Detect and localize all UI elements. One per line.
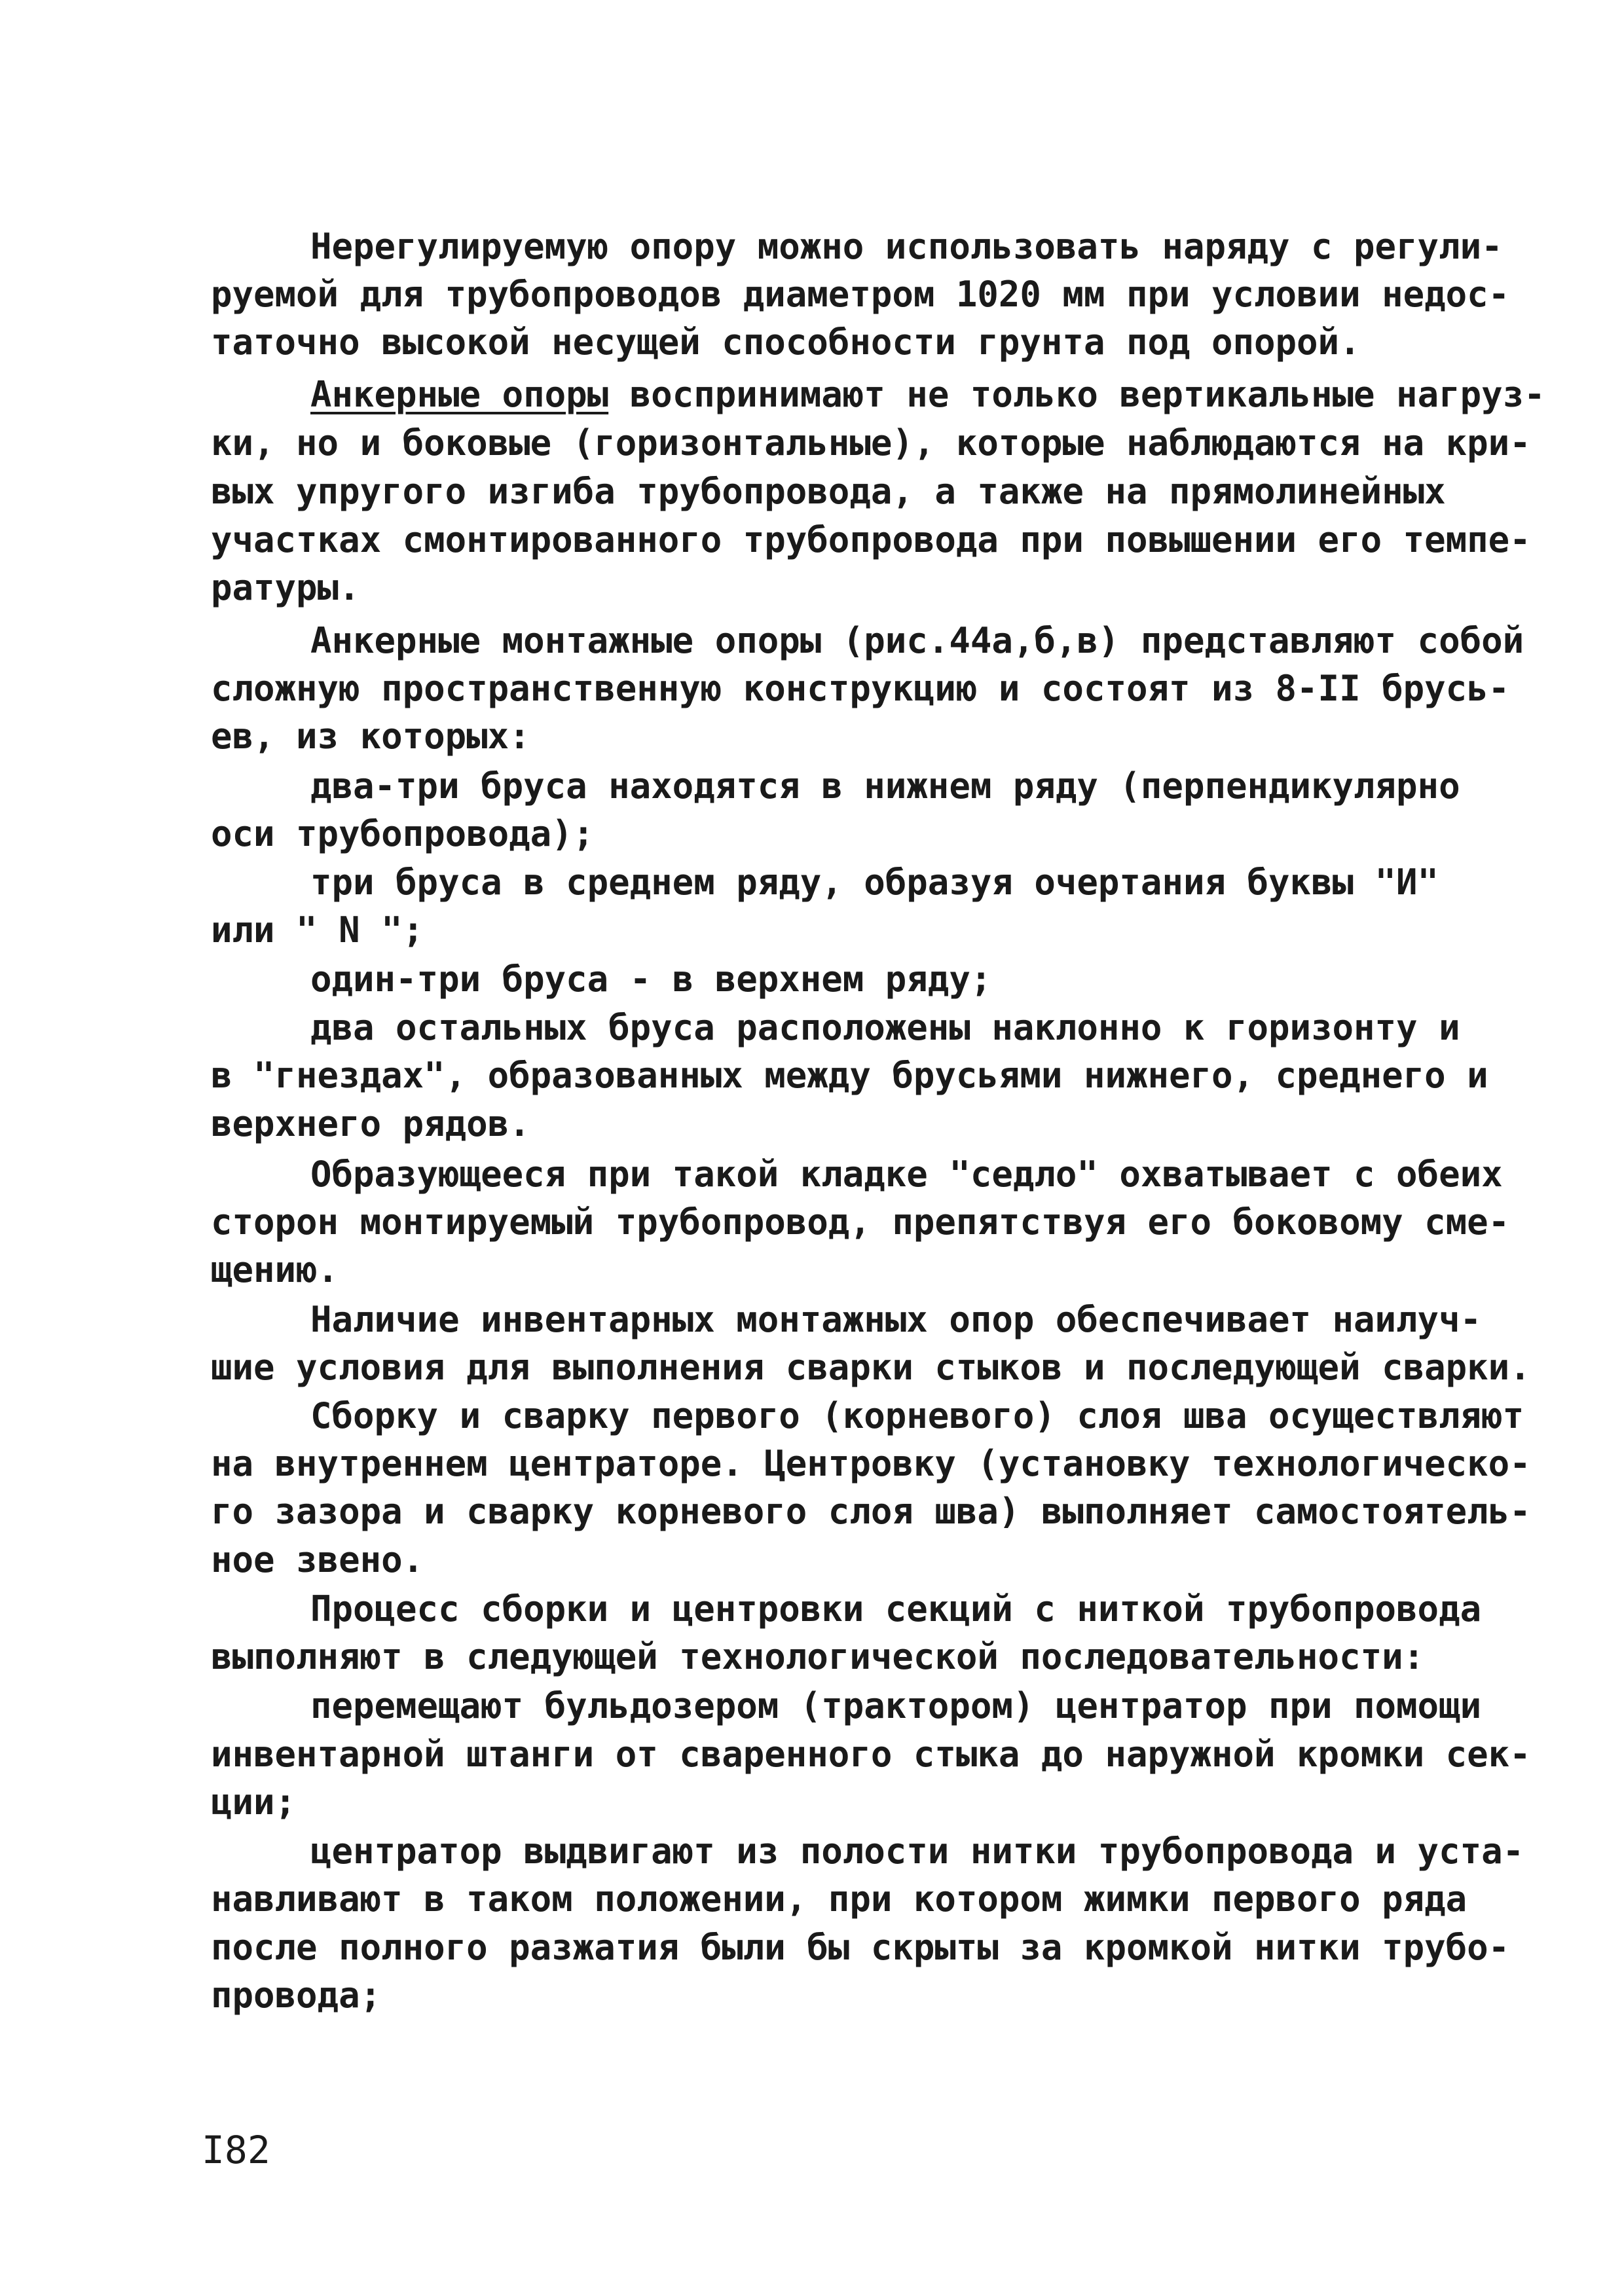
- text-line: ции;: [211, 1781, 297, 1823]
- text-line: го зазора и сварку корневого слоя шва) выполняет самостоятель-: [211, 1491, 1531, 1532]
- text-line: Нерегулируемую опору можно использовать наряду с регули-: [310, 226, 1503, 267]
- text-line: Образующееся при такой кладке "седло" охватывает с обеих: [310, 1154, 1503, 1195]
- underlined-term: Анкерные опоры: [310, 374, 609, 415]
- text-line: щению.: [211, 1249, 339, 1290]
- text-line: ратуры.: [211, 567, 360, 608]
- text-line: в "гнездах", образованных между брусьями нижнего, среднего и: [211, 1055, 1488, 1096]
- text-line: перемещают бульдозером (трактором) центратор при помощи: [310, 1685, 1482, 1726]
- text-line: таточно высокой несущей способности грунта под опорой.: [211, 321, 1361, 363]
- text-line: Анкерные монтажные опоры (рис.44а,б,в) представляют собой: [310, 620, 1524, 661]
- text-line: Наличие инвентарных монтажных опор обеспечивает наилуч-: [310, 1299, 1482, 1340]
- text-line: ное звено.: [211, 1539, 424, 1580]
- text-line: руемой для трубопроводов диаметром 1020 мм при условии недос-: [211, 274, 1510, 315]
- text-line: вых упругого изгиба трубопровода, а также на прямолинейных: [211, 471, 1446, 512]
- text-line: или " N ";: [211, 909, 424, 951]
- text-line: три бруса в среднем ряду, образуя очертания буквы "И": [310, 862, 1439, 903]
- text-line: навливают в таком положении, при котором жимки первого ряда: [211, 1878, 1467, 1920]
- text-span: воспринимают не только вертикальные нагруз-: [608, 374, 1545, 415]
- text-line: сторон монтируемый трубопровод, препятствуя его боковому сме-: [211, 1201, 1510, 1243]
- text-line: два-три бруса находятся в нижнем ряду (перпендикулярно: [310, 765, 1460, 807]
- text-line: Процесс сборки и центровки секций с ниткой трубопровода: [310, 1588, 1482, 1630]
- text-line: верхнего рядов.: [211, 1103, 530, 1144]
- text-line: оси трубопровода);: [211, 813, 595, 854]
- page-number: I82: [202, 2128, 270, 2172]
- text-line: Сборку и сварку первого (корневого) слоя шва осуществляют: [310, 1395, 1524, 1436]
- text-line: участках смонтированного трубопровода при повышении его темпе-: [211, 519, 1531, 560]
- text-line: провода;: [211, 1975, 382, 2016]
- text-line: выполняют в следующей технологической последовательности:: [211, 1636, 1425, 1677]
- text-line: ев, из которых:: [211, 716, 530, 757]
- text-line: сложную пространственную конструкцию и состоят из 8-II брусь-: [211, 668, 1510, 709]
- text-line: инвентарной штанги от сваренного стыка до наружной кромки сек-: [211, 1734, 1531, 1775]
- text-line: [310, 371, 1545, 419]
- text-line: ки, но и боковые (горизонтальные), которые наблюдаются на кри-: [211, 422, 1531, 464]
- text-line: один-три бруса - в верхнем ряду;: [310, 958, 992, 1000]
- text-line: два остальных бруса расположены наклонно к горизонту и: [310, 1007, 1460, 1048]
- text-line: центратор выдвигают из полости нитки трубопровода и уста-: [310, 1831, 1524, 1872]
- text-line: после полного разжатия были бы скрыты за кромкой нитки трубо-: [211, 1927, 1510, 1968]
- text-line: на внутреннем центраторе. Центровку (установку технологическо-: [211, 1443, 1531, 1484]
- text-line: шие условия для выполнения сварки стыков и последующей сварки.: [211, 1347, 1531, 1388]
